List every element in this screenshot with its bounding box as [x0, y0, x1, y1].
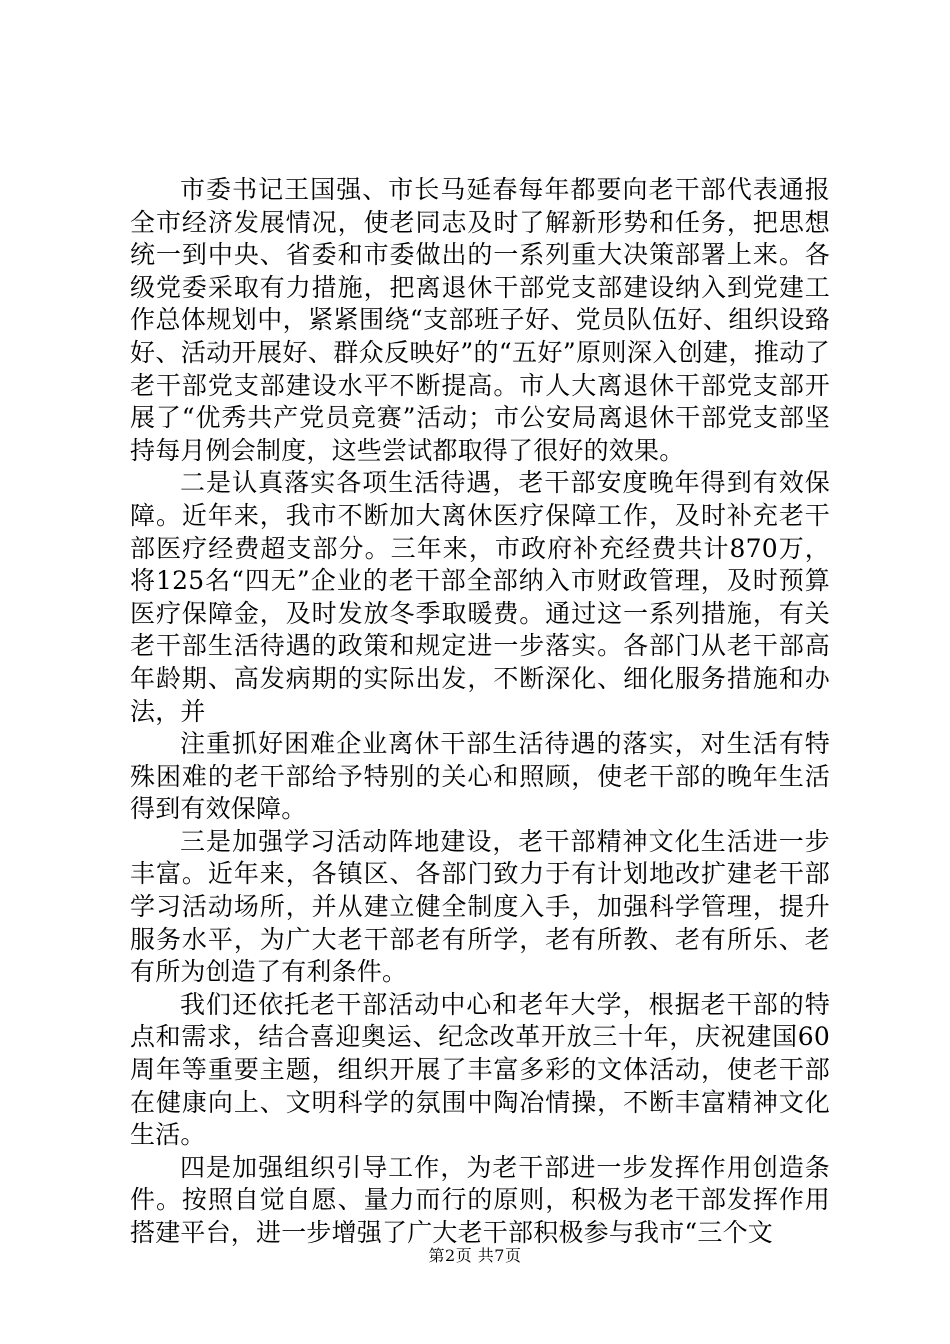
paragraph-5: 我们还依托老干部活动中心和老年大学，根据老干部的特点和需求，结合喜迎奥运、纪念改革开放三十年，庆祝建国60周年等重要主题，组织开展了丰富多彩的文体活动，使老干部在健康向上、文明科学的氛围中陶冶情操，不断丰富精神文化生活。	[130, 989, 830, 1150]
page-number-footer: 第2页 共7页	[428, 1246, 522, 1265]
paragraph-2: 二是认真落实各项生活待遇，老干部安度晚年得到有效保障。近年来，我市不断加大离休医疗保障工作，及时补充老干部医疗经费超支部分。三年来，市政府补充经费共计870万，将125名“四无”企业的老干部全部纳入市财政管理，及时预算医疗保障金，及时发放冬季取暖费。通过这一系列措施，有关老干部生活待遇的政策和规定进一步落实。各部门从老干部高年龄期、高发病期的实际出发，不断深化、细化服务措施和办法，并	[130, 468, 830, 726]
paragraph-6: 四是加强组织引导工作，为老干部进一步发挥作用创造条件。按照自觉自愿、量力而行的原则，积极为老干部发挥作用搭建平台，进一步增强了广大老干部积极参与我市“三个文	[130, 1152, 830, 1247]
document-body	[130, 174, 830, 1250]
paragraph-1: 市委书记王国强、市长马延春每年都要向老干部代表通报全市经济发展情况，使老同志及时了解新形势和任务，把思想统一到中央、省委和市委做出的一系列重大决策部署上来。各级党委采取有力措施，把离退休干部党支部建设纳入到党建工作总体规划中，紧紧围绕“支部班子好、党员队伍好、组织设臵好、活动开展好、群众反映好”的“五好”原则深入创建，推动了老干部党支部建设水平不断提高。市人大离退休干部党支部开展了“优秀共产党员竞赛”活动；市公安局离退休干部党支部坚持每月例会制度，这些尝试都取得了很好的效果。	[130, 175, 830, 465]
paragraph-4: 三是加强学习活动阵地建设，老干部精神文化生活进一步丰富。近年来，各镇区、各部门致力于有计划地改扩建老干部学习活动场所，并从建立健全制度入手，加强科学管理，提升服务水平，为广大老干部老有所学，老有所教、老有所乐、老有所为创造了有利条件。	[130, 826, 830, 987]
paragraph-3: 注重抓好困难企业离休干部生活待遇的落实，对生活有特殊困难的老干部给予特别的关心和照顾，使老干部的晚年生活得到有效保障。	[130, 729, 830, 824]
